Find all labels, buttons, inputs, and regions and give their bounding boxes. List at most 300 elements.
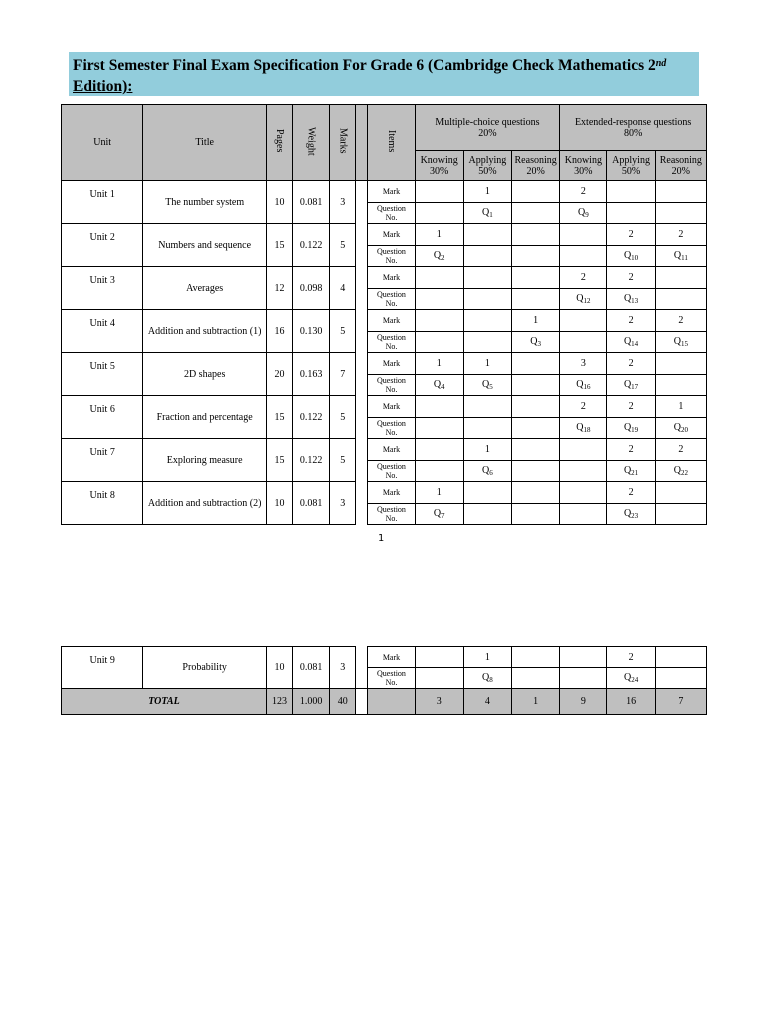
total-row	[62, 689, 707, 715]
question-letter: Q	[673, 336, 681, 347]
weight-cell: 0.130	[293, 310, 330, 353]
question-label-1: Question	[377, 247, 406, 256]
marks-cell: 5	[330, 224, 356, 267]
mark-cell	[463, 482, 511, 504]
mark-label: Mark	[368, 181, 415, 203]
mark-cell: 1	[512, 310, 560, 332]
mark-label: Mark	[368, 396, 415, 418]
mark-cell: 2	[607, 310, 655, 332]
question-cell	[655, 289, 706, 310]
mark-cell: 2	[560, 181, 607, 203]
header-mcq: Multiple-choice questions 20%	[415, 105, 560, 151]
marks-cell: 4	[330, 267, 356, 310]
header-gap	[356, 105, 368, 181]
gap-cell	[356, 181, 368, 224]
question-cell	[463, 375, 511, 396]
question-cell	[560, 504, 607, 525]
question-subscript: 6	[489, 469, 493, 477]
mark-cell: 1	[415, 482, 463, 504]
subheader-pct: 20%	[671, 165, 690, 177]
table-row	[62, 647, 707, 668]
question-cell	[415, 504, 463, 525]
total-marks: 40	[330, 689, 356, 715]
question-letter: Q	[433, 250, 442, 261]
question-cell	[512, 246, 560, 267]
question-letter: Q	[623, 422, 632, 433]
table-row	[62, 267, 707, 289]
question-label	[368, 461, 415, 482]
pages-cell: 15	[266, 396, 292, 439]
question-letter: Q	[623, 336, 632, 347]
gap-cell	[356, 396, 368, 439]
question-cell	[655, 375, 706, 396]
title-cell: Fraction and percentage	[143, 396, 267, 439]
title-line2: Edition):	[73, 78, 133, 95]
question-subscript: 9	[585, 211, 589, 219]
mark-cell: 1	[415, 353, 463, 375]
question-letter: Q	[623, 465, 632, 476]
mark-cell	[415, 647, 463, 668]
mark-cell	[415, 439, 463, 461]
subheader-applying	[607, 151, 655, 181]
mark-cell: 2	[560, 396, 607, 418]
question-subscript: 13	[631, 297, 639, 305]
mark-cell: 1	[463, 353, 511, 375]
spec-table	[61, 104, 707, 525]
pages-cell: 20	[266, 353, 292, 396]
spec-table-continued	[61, 646, 707, 715]
question-label-1: Question	[377, 669, 406, 678]
mark-cell: 2	[607, 439, 655, 461]
question-subscript: 8	[489, 676, 493, 684]
table-row	[62, 181, 707, 203]
gap-cell	[356, 482, 368, 525]
table-row	[62, 396, 707, 418]
mark-cell	[655, 482, 706, 504]
header-marks: Marks	[330, 105, 356, 181]
mark-cell: 1	[463, 181, 511, 203]
question-cell	[415, 668, 463, 689]
question-cell	[512, 668, 560, 689]
mark-cell: 1	[463, 647, 511, 668]
gap-cell	[356, 224, 368, 267]
mark-cell	[512, 396, 560, 418]
question-label-1: Question	[377, 204, 406, 213]
gap-cell	[356, 689, 368, 715]
question-cell	[607, 289, 655, 310]
question-subscript: 15	[680, 340, 688, 348]
unit-cell: Unit 5	[62, 353, 143, 396]
question-letter: Q	[623, 672, 632, 683]
total-weight: 1.000	[293, 689, 330, 715]
question-letter: Q	[673, 465, 681, 476]
question-label-2: No.	[385, 385, 398, 394]
question-letter: Q	[530, 336, 538, 347]
mark-cell	[512, 181, 560, 203]
question-subscript: 24	[631, 676, 639, 684]
question-label-2: No.	[385, 256, 398, 265]
mark-cell	[655, 181, 706, 203]
question-cell	[560, 375, 607, 396]
question-cell	[560, 668, 607, 689]
question-cell	[415, 461, 463, 482]
question-cell	[655, 504, 706, 525]
mark-cell: 2	[655, 310, 706, 332]
question-subscript: 14	[631, 340, 639, 348]
mark-cell	[560, 224, 607, 246]
subheader-name: Knowing	[420, 154, 458, 166]
question-cell	[607, 332, 655, 353]
question-label-1: Question	[377, 462, 406, 471]
mark-cell	[512, 647, 560, 668]
pages-cell: 15	[266, 224, 292, 267]
question-letter: Q	[576, 293, 584, 304]
unit-cell: Unit 8	[62, 482, 143, 525]
question-label-1: Question	[377, 376, 406, 385]
mark-cell: 2	[560, 267, 607, 289]
subheader-reasoning	[512, 151, 560, 181]
mark-label: Mark	[368, 267, 415, 289]
subheader-pct: 20%	[526, 165, 545, 177]
mark-label: Mark	[368, 224, 415, 246]
question-letter: Q	[623, 379, 632, 390]
mark-cell: 2	[607, 353, 655, 375]
weight-cell: 0.122	[293, 439, 330, 482]
question-letter: Q	[623, 508, 632, 519]
question-subscript: 21	[631, 469, 639, 477]
title-cell: Numbers and sequence	[143, 224, 267, 267]
mark-cell	[415, 181, 463, 203]
gap-cell	[356, 267, 368, 310]
question-cell	[512, 418, 560, 439]
question-cell	[463, 418, 511, 439]
total-value: 4	[463, 689, 511, 715]
weight-cell: 0.122	[293, 224, 330, 267]
title-cell: 2D shapes	[143, 353, 267, 396]
question-subscript: 19	[631, 426, 639, 434]
question-cell	[512, 504, 560, 525]
question-cell	[463, 289, 511, 310]
mark-cell	[415, 310, 463, 332]
pages-cell: 16	[266, 310, 292, 353]
mark-cell	[512, 267, 560, 289]
mark-cell	[512, 353, 560, 375]
question-label-2: No.	[385, 471, 398, 480]
question-cell	[655, 668, 706, 689]
unit-cell: Unit 9	[62, 647, 143, 689]
header-items: Items	[368, 105, 415, 181]
gap-cell	[356, 647, 368, 689]
table-row	[62, 439, 707, 461]
question-label-2: No.	[385, 342, 398, 351]
question-letter: Q	[673, 250, 682, 261]
question-cell	[607, 246, 655, 267]
question-label	[368, 246, 415, 267]
question-cell	[512, 461, 560, 482]
mark-cell	[463, 267, 511, 289]
mark-cell	[655, 353, 706, 375]
mark-cell	[560, 482, 607, 504]
question-letter: Q	[576, 422, 584, 433]
mark-cell	[463, 396, 511, 418]
subheader-pct: 50%	[478, 165, 497, 177]
mark-label: Mark	[368, 353, 415, 375]
pages-cell: 15	[266, 439, 292, 482]
header-title: Title	[143, 105, 267, 181]
question-letter: Q	[623, 250, 632, 261]
question-subscript: 1	[489, 211, 493, 219]
subheader-name: Knowing	[564, 154, 602, 166]
total-value: 9	[560, 689, 607, 715]
title-superscript: nd	[655, 58, 667, 69]
question-letter: Q	[576, 379, 584, 390]
question-label-2: No.	[385, 678, 398, 687]
question-subscript: 3	[537, 340, 541, 348]
marks-cell: 5	[330, 310, 356, 353]
gap-cell	[356, 353, 368, 396]
question-subscript: 10	[631, 254, 639, 262]
mark-cell: 2	[607, 482, 655, 504]
subheader-knowing	[560, 151, 607, 181]
subheader-name: Reasoning	[659, 154, 702, 166]
page-number: 1	[378, 533, 385, 544]
question-cell	[560, 418, 607, 439]
question-cell	[512, 375, 560, 396]
question-label-1: Question	[377, 290, 406, 299]
mark-cell	[560, 310, 607, 332]
subheader-knowing	[415, 151, 463, 181]
question-label	[368, 203, 415, 224]
question-label	[368, 504, 415, 525]
marks-cell: 5	[330, 439, 356, 482]
question-label-1: Question	[377, 505, 406, 514]
question-cell	[463, 332, 511, 353]
question-subscript: 4	[441, 383, 445, 391]
subheader-pct: 30%	[574, 165, 593, 177]
question-cell	[463, 203, 511, 224]
pages-cell: 10	[266, 482, 292, 525]
question-cell	[415, 418, 463, 439]
question-cell	[512, 332, 560, 353]
question-subscript: 12	[583, 297, 591, 305]
question-subscript: 17	[631, 383, 639, 391]
unit-cell: Unit 1	[62, 181, 143, 224]
header-unit: Unit	[62, 105, 143, 181]
mark-cell	[655, 267, 706, 289]
header-pages: Pages	[266, 105, 292, 181]
question-subscript: 11	[681, 254, 688, 262]
mark-cell	[463, 224, 511, 246]
question-cell	[512, 289, 560, 310]
mark-cell	[560, 439, 607, 461]
mark-cell: 2	[655, 224, 706, 246]
question-label	[368, 289, 415, 310]
marks-cell: 3	[330, 482, 356, 525]
title-cell: Probability	[143, 647, 267, 689]
question-cell	[560, 289, 607, 310]
header-erq: Extended-response questions 80%	[560, 105, 707, 151]
question-letter: Q	[482, 207, 490, 218]
subheader-pct: 30%	[430, 165, 449, 177]
question-cell	[607, 418, 655, 439]
question-cell	[560, 203, 607, 224]
question-cell	[655, 246, 706, 267]
mark-cell: 2	[607, 224, 655, 246]
weight-cell: 0.081	[293, 647, 330, 689]
table-row	[62, 224, 707, 246]
title-cell: Addition and subtraction (2)	[143, 482, 267, 525]
question-cell	[415, 375, 463, 396]
question-subscript: 7	[441, 512, 445, 520]
question-cell	[415, 332, 463, 353]
weight-cell: 0.081	[293, 181, 330, 224]
question-label	[368, 668, 415, 689]
marks-cell: 3	[330, 181, 356, 224]
question-subscript: 23	[631, 512, 639, 520]
total-value: 7	[655, 689, 706, 715]
pages-cell: 12	[266, 267, 292, 310]
question-label-1: Question	[377, 333, 406, 342]
question-cell	[607, 461, 655, 482]
total-value: 3	[415, 689, 463, 715]
question-label	[368, 418, 415, 439]
mark-cell: 2	[607, 396, 655, 418]
mark-label: Mark	[368, 439, 415, 461]
question-letter: Q	[623, 293, 632, 304]
total-items	[368, 689, 415, 715]
question-cell	[607, 375, 655, 396]
title-cell: Addition and subtraction (1)	[143, 310, 267, 353]
question-subscript: 18	[583, 426, 591, 434]
question-cell	[415, 203, 463, 224]
mark-cell	[463, 310, 511, 332]
mark-cell	[415, 267, 463, 289]
table-row	[62, 482, 707, 504]
weight-cell: 0.081	[293, 482, 330, 525]
question-letter: Q	[433, 379, 442, 390]
mark-label: Mark	[368, 310, 415, 332]
total-pages: 123	[266, 689, 292, 715]
mark-cell: 1	[415, 224, 463, 246]
question-label	[368, 332, 415, 353]
unit-cell: Unit 6	[62, 396, 143, 439]
question-cell	[655, 418, 706, 439]
subheader-pct: 50%	[621, 165, 641, 177]
mark-cell	[512, 482, 560, 504]
question-cell	[655, 203, 706, 224]
question-subscript: 22	[680, 469, 688, 477]
question-cell	[560, 461, 607, 482]
unit-cell: Unit 7	[62, 439, 143, 482]
question-subscript: 16	[583, 383, 591, 391]
mark-cell: 2	[607, 267, 655, 289]
question-cell	[560, 332, 607, 353]
mark-label: Mark	[368, 482, 415, 504]
question-cell	[607, 668, 655, 689]
mark-cell	[512, 224, 560, 246]
gap-cell	[356, 439, 368, 482]
unit-cell: Unit 3	[62, 267, 143, 310]
question-cell	[655, 461, 706, 482]
total-value: 16	[607, 689, 655, 715]
mark-cell: 2	[655, 439, 706, 461]
question-letter: Q	[482, 672, 490, 683]
question-label-2: No.	[385, 299, 398, 308]
question-subscript: 5	[489, 383, 493, 391]
question-letter: Q	[577, 207, 586, 218]
question-cell	[463, 668, 511, 689]
subheader-name: Applying	[612, 154, 650, 166]
mark-cell	[655, 647, 706, 668]
question-letter: Q	[482, 379, 490, 390]
weight-cell: 0.098	[293, 267, 330, 310]
title-cell: Averages	[143, 267, 267, 310]
weight-cell: 0.122	[293, 396, 330, 439]
mark-cell	[607, 181, 655, 203]
question-letter: Q	[673, 422, 681, 433]
question-label-2: No.	[385, 514, 398, 523]
question-cell	[607, 504, 655, 525]
question-cell	[415, 289, 463, 310]
mark-cell	[560, 647, 607, 668]
weight-cell: 0.163	[293, 353, 330, 396]
question-cell	[463, 246, 511, 267]
header-weight: Weight	[293, 105, 330, 181]
subheader-reasoning	[655, 151, 706, 181]
question-cell	[415, 246, 463, 267]
title-cell: Exploring measure	[143, 439, 267, 482]
mark-label: Mark	[368, 647, 415, 668]
question-label-1: Question	[377, 419, 406, 428]
question-cell	[560, 246, 607, 267]
mark-cell: 3	[560, 353, 607, 375]
question-letter: Q	[482, 465, 490, 476]
question-cell	[607, 203, 655, 224]
total-label: TOTAL	[62, 689, 267, 715]
question-cell	[463, 504, 511, 525]
gap-cell	[356, 310, 368, 353]
question-label	[368, 375, 415, 396]
mark-cell	[415, 396, 463, 418]
unit-cell: Unit 4	[62, 310, 143, 353]
document-title	[73, 55, 699, 97]
question-subscript: 20	[680, 426, 688, 434]
question-label-2: No.	[385, 428, 398, 437]
question-subscript: 2	[441, 254, 445, 262]
question-cell	[655, 332, 706, 353]
mark-cell: 2	[607, 647, 655, 668]
question-cell	[463, 461, 511, 482]
marks-cell: 7	[330, 353, 356, 396]
subheader-name: Applying	[468, 154, 507, 166]
question-label-2: No.	[385, 213, 398, 222]
mark-cell	[512, 439, 560, 461]
title-line1: First Semester Final Exam Specification For Grade 6 (Cambridge Check Mathematics 2	[73, 57, 656, 74]
subheader-name: Reasoning	[514, 154, 557, 166]
subheader-applying	[463, 151, 511, 181]
unit-cell: Unit 2	[62, 224, 143, 267]
pages-cell: 10	[266, 647, 292, 689]
marks-cell: 5	[330, 396, 356, 439]
question-cell	[512, 203, 560, 224]
total-value: 1	[512, 689, 560, 715]
mark-cell: 1	[655, 396, 706, 418]
marks-cell: 3	[330, 647, 356, 689]
table-row	[62, 310, 707, 332]
mark-cell: 1	[463, 439, 511, 461]
question-letter: Q	[433, 508, 442, 519]
table-row	[62, 353, 707, 375]
